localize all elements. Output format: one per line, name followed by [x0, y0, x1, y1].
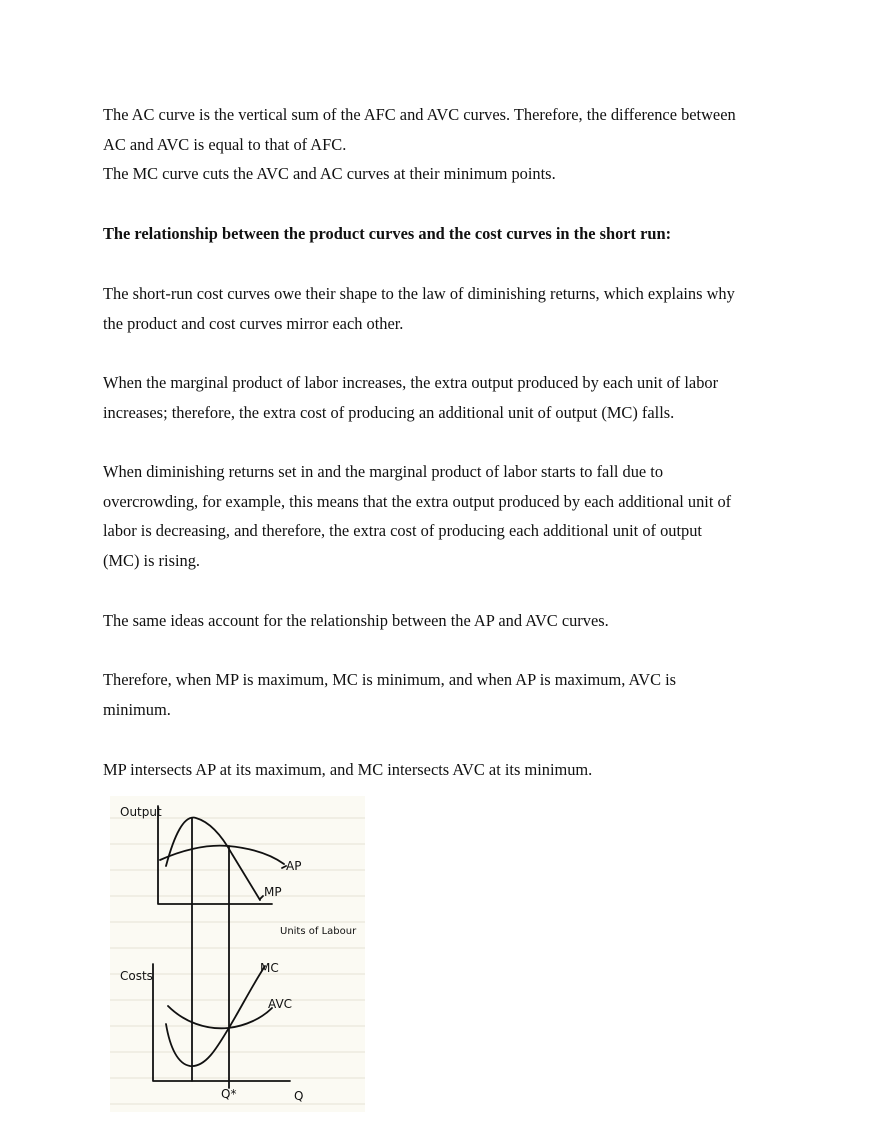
text-line: increases; therefore, the extra cost of producing an additional unit of output (MC) falls. — [103, 402, 675, 422]
text-line: overcrowding, for example, this means that the extra output produced by each additional unit of — [103, 491, 732, 511]
avc-curve — [168, 1006, 272, 1028]
text-line: (MC) is rising. — [103, 551, 200, 571]
ap-curve — [160, 846, 284, 864]
mp-curve — [166, 818, 260, 900]
paragraph-mp-maximum — [103, 665, 793, 724]
mp-label: MP — [264, 885, 282, 899]
paragraph-mp-intersects-ap — [103, 755, 793, 785]
text-line: AC and AVC is equal to that of AFC. — [103, 134, 347, 154]
ap-label: AP — [286, 859, 302, 873]
text-line: The same ideas account for the relationship between the AP and AVC curves. — [103, 611, 609, 630]
diagram-svg — [110, 796, 365, 1112]
notebook-rules — [110, 818, 365, 1104]
text-line: The MC curve cuts the AVC and AC curves at their minimum points. — [103, 164, 556, 184]
cost-axes — [153, 964, 293, 1081]
section-heading — [103, 219, 793, 249]
costs-axis-label: Costs — [120, 969, 153, 983]
text-line: When diminishing returns set in and the marginal product of labor starts to fall due to — [103, 462, 664, 481]
paragraph-marginal-product-increases — [103, 368, 793, 427]
units-of-labour-label: Units of Labour — [280, 926, 357, 937]
text-line: labor is decreasing, and therefore, the extra cost of producing each additional unit of output — [103, 521, 702, 541]
q-star-label: Q* — [221, 1087, 237, 1101]
text-line: The AC curve is the vertical sum of the AFC and AVC curves. Therefore, the difference between — [103, 105, 736, 124]
paragraph-diminishing-returns-set-in — [103, 457, 793, 576]
paragraph-ac-curve — [103, 100, 793, 189]
paragraph-ap-avc — [103, 606, 793, 636]
handdrawn-diagram — [110, 796, 365, 1112]
text-line: The short-run cost curves owe their shape to the law of diminishing returns, which explains why — [103, 284, 735, 303]
text-line: When the marginal product of labor increases, the extra output produced by each unit of labor — [103, 373, 719, 392]
q-axis-label: Q — [294, 1089, 304, 1103]
text-line: minimum. — [103, 699, 171, 719]
text-line: MP intersects AP at its maximum, and MC intersects AVC at its minimum. — [103, 760, 593, 779]
heading-text: The relationship between the product curves and the cost curves in the short run: — [103, 224, 672, 243]
text-line: the product and cost curves mirror each other. — [103, 313, 404, 333]
paragraph-diminishing-returns — [103, 279, 793, 338]
output-axis-label: Output — [120, 805, 162, 819]
mc-label: MC — [260, 961, 279, 975]
product-axes — [158, 806, 272, 904]
text-line: Therefore, when MP is maximum, MC is minimum, and when AP is maximum, AVC is — [103, 670, 677, 689]
avc-label: AVC — [268, 997, 293, 1011]
